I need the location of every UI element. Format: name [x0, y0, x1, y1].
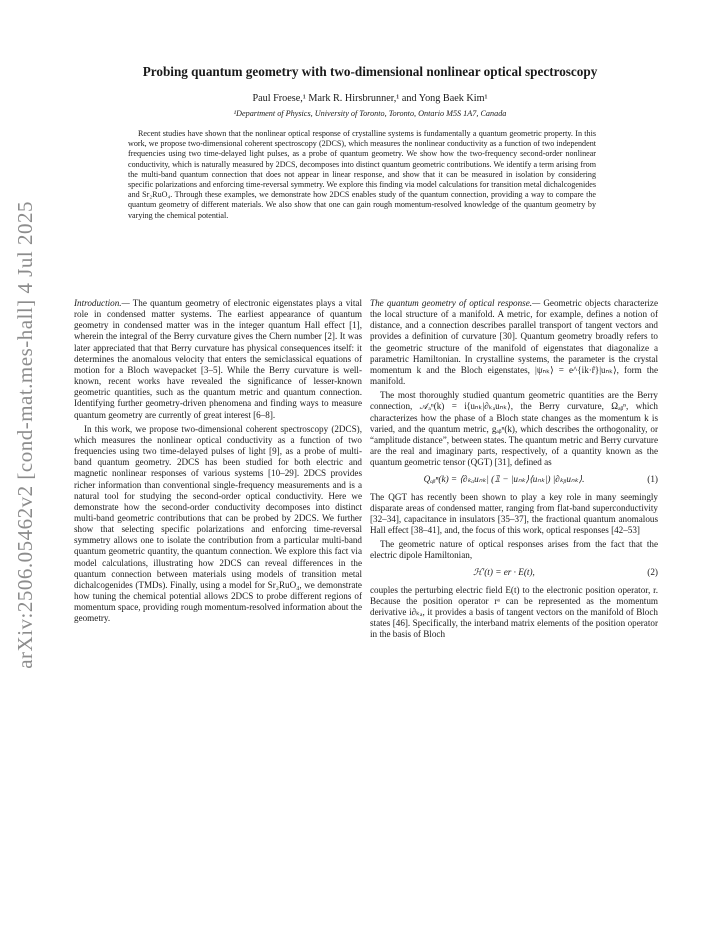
abstract: Recent studies have shown that the nonlinear optical response of crystalline systems is fundamentally a quantum geometric property. In this work, we propose two-dimensional coherent spectroscopy (2DCS), which measures the nonlinear conductivity as a function of two independent frequencies using two time-delayed light pulses, as a probe of quantum geometry. We show how the two-frequency second-order nonlinear conductivity, which is naturally measured by 2DCS, decomposes into distinct quantum geometric contributions. We identify a term arising from the multi-band quantum connection that does not appear in linear response, and show that it can be measured in isolation by considering specific polarizations and enforcing time-reversal symmetry. We explore this finding via model calculations for transition metal dichalcogenides and Sr₂RuO₄. Through these examples, we demonstrate how 2DCS enables study of the quantum connection, providing a way to compare the quantum geometry of different materials. We also show that one can gain rough momentum-resolved knowledge of the quantum geometry by varying the chemical potential. [128, 129, 596, 220]
body-paragraph: In this work, we propose two-dimensional coherent spectroscopy (2DCS), which measures the nonlinear optical conductivity as a function of two frequencies using two time-delayed pulses of light [9], as a probe of multi-band quantum geometry. 2DCS has been studied for both electric and magnetic nonlinear responses of various systems [10–29]. 2DCS provides richer information than conventional single-frequency measurements and is a natural tool for studying the second-order optical conductivity. Here we demonstrate how the second-order conductivity decomposes into distinct multi-band geometric contributions that can be probed by 2DCS. We further show that selecting specific polarizations and enforcing time-reversal symmetry allows one to isolate the contribution from a particular multi-band quantum geometric quantity, the quantum connection. We explore this fact via model calculations, illustrating how 2DCS can reveal differences in the quantum connection between materials using models of transition metal dichalcogenides (TMDs). Finally, using a model for Sr₂RuO₄, we demonstrate how tuning the chemical potential allows 2DCS to probe different regions of momentum space, providing rough momentum-resolved information about the geometry. [74, 423, 362, 624]
intro-heading: Introduction.— [74, 298, 130, 308]
equation-2-body: ℋ′(t) = er · E(t), [473, 567, 535, 578]
equation-2-number: (2) [647, 567, 658, 578]
arxiv-identifier [8, 200, 42, 670]
equation-1-number: (1) [647, 474, 658, 485]
section-text: Geometric objects characterize the local structure of a manifold. A metric, for example, defines a notion of distance, and a connection describes parallel transport of tangent vectors and provides a definition of curvature [30]. Quantum geometry broadly refers to the geometric structure of the manifold of eigenstates that diagonalize a parametric Hamiltonian. In crystalline systems, the parameter is the crystal momentum k and the Bloch eigenstates, |ψₙₖ⟩ = e^{ik·r̂}|uₙₖ⟩, form the manifold. [370, 298, 659, 387]
intro-paragraph [74, 298, 362, 421]
section-heading: The quantum geometry of optical response.— [370, 298, 541, 308]
equation-2 [370, 567, 658, 578]
equation-1 [370, 474, 658, 485]
intro-text: The quantum geometry of electronic eigenstates plays a vital role in condensed matter systems. The earliest appearance of quantum geometry in condensed matter was in the integer quantum Hall effect [1], wherein the integral of the Berry curvature gives the Chern number [2]. It was later appreciated that that Berry curvature has physical consequences itself: it determines the anomalous velocity that enters the semiclassical equations of motion for a Bloch wavepacket [3–5]. While the Berry curvature is well-known, recent works have revealed the significance of lesser-known geometric quantities, such as the quantum metric and quantum connection. Identifying further geometry-driven phenomena and finding ways to measure quantum geometry are currently of great interest [6–8]. [74, 298, 362, 420]
arxiv-identifier-text: arXiv:2506.05462v2 [cond-mat.mes-hall] 4 Jul 2025 [12, 201, 37, 669]
right-column [370, 298, 658, 643]
body-paragraph: The most thoroughly studied quantum geometric quantities are the Berry connection, 𝒜ₐⁿ(k) = i⟨uₙₖ|∂ₖₐuₙₖ⟩, the Berry curvature, Ωₐᵦⁿ, which characterizes how the phase of a Bloch state changes as the momentum k is varied, and the quantum metric, gₐᵦⁿ(k), which describes the orthogonality, or “amplitude distance”, between states. The quantum metric and Berry curvature are the real and imaginary parts, respectively, of a quantity known as the quantum geometric tensor (QGT) [31], defined as [370, 390, 658, 468]
body-paragraph: The geometric nature of optical responses arises from the fact that the electric dipole Hamiltonian, [370, 539, 658, 561]
left-column [74, 298, 362, 628]
equation-1-body: Qₐᵦⁿ(k) = ⟨∂ₖₐuₙₖ| (𝟙 − |uₙₖ⟩⟨uₙₖ|) |∂ₖᵦuₙₖ⟩. [423, 474, 585, 485]
section-paragraph [370, 298, 658, 387]
body-paragraph: couples the perturbing electric field E(t) to the electronic position operator, r. Because the position operator rᵃ can be represented as the momentum derivative i∂ₖₐ, it provides a basis of tangent vectors on the manifold of Bloch states [46]. Specifically, the interband matrix elements of the position operator in the basis of Bloch [370, 584, 658, 640]
body-paragraph: The QGT has recently been shown to play a key role in many seemingly disparate areas of condensed matter, ranging from flat-band superconductivity [32–34], capacitance in insulators [35–37], the fractional quantum anomalous Hall effect [38–41], and, the focus of this work, optical responses [42–53] [370, 491, 658, 535]
author-list: Paul Froese,¹ Mark R. Hirsbrunner,¹ and Yong Baek Kim¹ [252, 93, 488, 104]
paper-title: Probing quantum geometry with two-dimensional nonlinear optical spectroscopy [142, 64, 598, 79]
affiliation: ¹Department of Physics, University of Toronto, Toronto, Ontario M5S 1A7, Canada [233, 109, 507, 118]
